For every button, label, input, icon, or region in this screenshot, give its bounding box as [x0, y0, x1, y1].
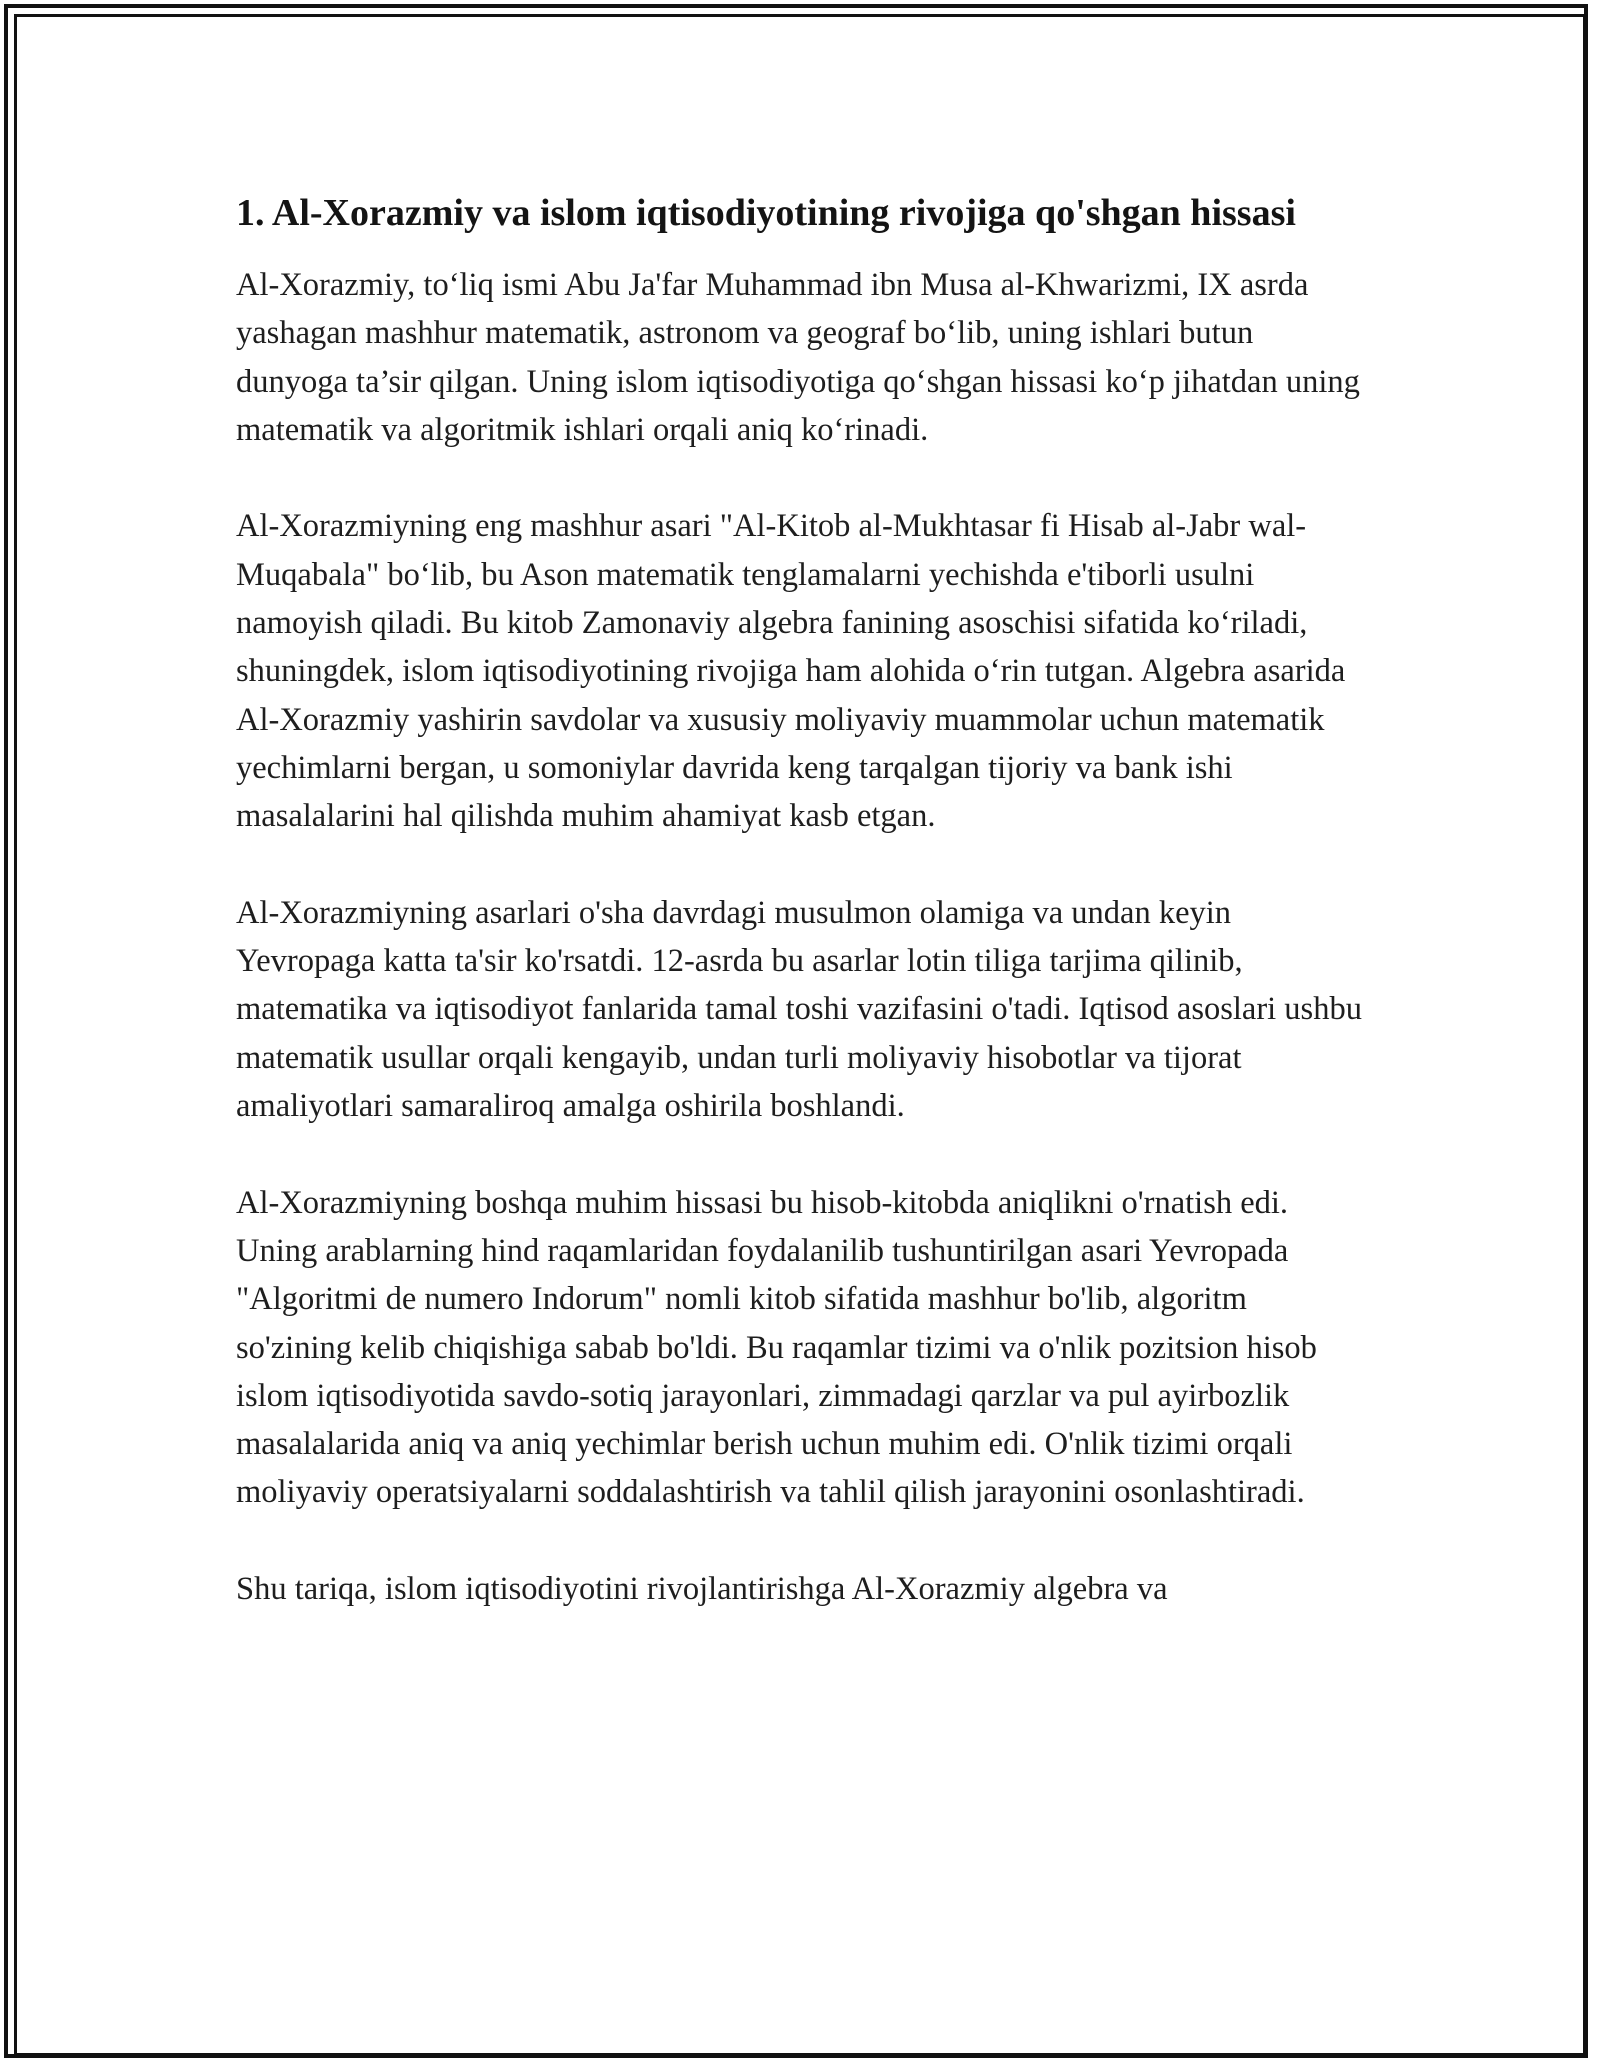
document-body: [236, 186, 1366, 1662]
paragraph: Al-Xorazmiyning eng mashhur asari "Al-Kitob al-Mukhtasar fi Hisab al-Jabr wal-Muqabala" bo‘lib, bu Ason matematik tenglamalarni yechishda e'tiborli usulni namoyish qiladi. Bu kitob Zamonaviy algebra fanining asoschisi sifatida ko‘riladi, shuningdek, islom iqtisodiyotining rivojiga ham alohida o‘rin tutgan. Algebra asarida Al-Xorazmiy yashirin savdolar va xususiy moliyaviy muammolar uchun matematik yechimlarni bergan, u somoniylar davrida keng tarqalgan tijoriy va bank ishi masalalarini hal qilishda muhim ahamiyat kasb etgan.: [236, 508, 1346, 835]
section-heading: 1. Al-Xorazmiy va islom iqtisodiyotining rivojiga qo'shgan hissasi: [236, 192, 1296, 234]
paragraph: Al-Xorazmiyning boshqa muhim hissasi bu hisob-kitobda aniqlikni o'rnatish edi. Uning arablarning hind raqamlaridan foydalanilib tushuntirilgan asari Yevropada "Algoritmi de numero Indorum" nomli kitob sifatida mashhur bo'lib, algoritm so'zining kelib chiqishiga sabab bo'ldi. Bu raqamlar tizimi va o'nlik pozitsion hisob islom iqtisodiyotida savdo-sotiq jarayonlari, zimmadagi qarzlar va pul ayirbozlik masalalarida aniq va aniq yechimlar berish uchun muhim edi. O'nlik tizimi orqali moliyaviy operatsiyalarni soddalashtirish va tahlil qilish jarayonini osonlashtiradi.: [236, 1184, 1317, 1511]
paragraph: Al-Xorazmiy, to‘liq ismi Abu Ja'far Muhammad ibn Musa al-Khwarizmi, IX asrda yashagan mashhur matematik, astronom va geograf bo‘lib, uning ishlari butun dunyoga ta’sir qilgan. Uning islom iqtisodiyotiga qo‘shgan hissasi ko‘p jihatdan uning matematik va algoritmik ishlari orqali aniq ko‘rinadi.: [236, 267, 1360, 448]
paragraph: Shu tariqa, islom iqtisodiyotini rivojlantirishga Al-Xorazmiy algebra va: [236, 1571, 1168, 1608]
paragraph: Al-Xorazmiyning asarlari o'sha davrdagi musulmon olamiga va undan keyin Yevropaga katta ta'sir ko'rsatdi. 12-asrda bu asarlar lotin tiliga tarjima qilinib, matematika va iqtisodiyot fanlarida tamal toshi vazifasini o'tadi. Iqtisod asoslari ushbu matematik usullar orqali kengayib, undan turli moliyaviy hisobotlar va tijorat amaliyotlari samaraliroq amalga oshirila boshlandi.: [236, 894, 1362, 1125]
